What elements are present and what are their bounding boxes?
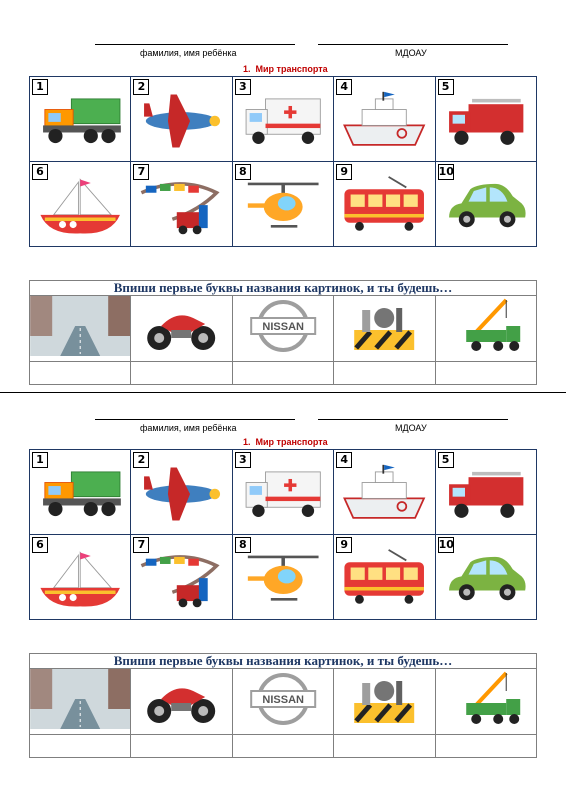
ship-icon xyxy=(340,458,428,530)
card-ambulance xyxy=(232,77,333,162)
card-number: 6 xyxy=(32,164,48,180)
card-helicopter xyxy=(232,162,333,247)
school-label: МДОАУ xyxy=(395,423,427,433)
card-car xyxy=(435,162,536,247)
card-number: 8 xyxy=(235,537,251,553)
answer-cell-2[interactable] xyxy=(131,735,232,758)
helicopter-icon xyxy=(239,170,327,242)
card-airplane xyxy=(131,450,232,535)
card-number: 4 xyxy=(336,452,352,468)
card-number: 7 xyxy=(133,537,149,553)
task-image-motorcycle xyxy=(131,296,232,362)
card-ship xyxy=(334,450,435,535)
motorcycle-icon xyxy=(131,296,231,356)
transport-grid xyxy=(29,76,537,247)
ambulance-icon xyxy=(239,458,327,530)
child-name-label: фамилия, имя ребёнка xyxy=(140,48,237,58)
crane-truck-icon xyxy=(436,669,536,729)
card-dump-truck xyxy=(30,450,131,535)
answer-cell-1[interactable] xyxy=(30,735,131,758)
answer-cell-4[interactable] xyxy=(334,735,435,758)
tram-icon xyxy=(340,170,428,242)
card-sailboat xyxy=(30,162,131,247)
airplane-icon xyxy=(137,85,225,157)
worksheet-bottom xyxy=(0,375,566,765)
card-number: 7 xyxy=(133,164,149,180)
school-label: МДОАУ xyxy=(395,48,427,58)
card-fire-truck xyxy=(435,77,536,162)
card-number: 10 xyxy=(438,165,454,178)
task-table xyxy=(29,280,537,385)
transport-grid xyxy=(29,449,537,620)
card-number: 4 xyxy=(336,79,352,95)
task-image-nissan xyxy=(232,296,333,362)
card-airplane xyxy=(131,77,232,162)
crane-truck-icon xyxy=(436,296,536,356)
card-number: 3 xyxy=(235,79,251,95)
answer-cell-3[interactable] xyxy=(232,735,333,758)
nissan-logo-text: NISSAN xyxy=(262,694,304,706)
worksheet-top xyxy=(0,0,566,390)
card-number: 3 xyxy=(235,452,251,468)
toolbox-icon xyxy=(334,669,434,729)
helicopter-icon xyxy=(239,543,327,615)
card-number: 2 xyxy=(133,79,149,95)
car-icon xyxy=(442,543,530,615)
name-line xyxy=(95,419,295,420)
section-title xyxy=(243,64,328,74)
card-tram xyxy=(334,535,435,620)
card-number: 8 xyxy=(235,164,251,180)
name-line xyxy=(95,44,295,45)
section-number: 1. xyxy=(243,437,251,447)
child-name-label: фамилия, имя ребёнка xyxy=(140,423,237,433)
card-number: 1 xyxy=(32,452,48,468)
section-title-text: Мир транспорта xyxy=(255,437,328,447)
task-image-crane xyxy=(435,669,536,735)
car-icon xyxy=(442,170,530,242)
toy-train-icon xyxy=(137,543,225,615)
card-car xyxy=(435,535,536,620)
street-icon xyxy=(30,296,130,356)
toolbox-icon xyxy=(334,296,434,356)
card-number: 2 xyxy=(133,452,149,468)
fire-truck-icon xyxy=(442,85,530,157)
card-ship xyxy=(334,77,435,162)
motorcycle-icon xyxy=(131,669,231,729)
task-instruction: Впиши первые буквы названия картинок, и ты будешь… xyxy=(30,281,537,296)
card-toy-train xyxy=(131,162,232,247)
school-line xyxy=(318,44,508,45)
tram-icon xyxy=(340,543,428,615)
task-image-street xyxy=(30,669,131,735)
task-image-crane xyxy=(435,296,536,362)
task-image-toolbox xyxy=(334,669,435,735)
card-number: 9 xyxy=(336,164,352,180)
task-image-street xyxy=(30,296,131,362)
nissan-logo-text: NISSAN xyxy=(262,321,304,333)
card-ambulance xyxy=(232,450,333,535)
task-image-motorcycle xyxy=(131,669,232,735)
fire-truck-icon xyxy=(442,458,530,530)
ship-icon xyxy=(340,85,428,157)
toy-train-icon xyxy=(137,170,225,242)
card-number: 5 xyxy=(438,79,454,95)
card-sailboat xyxy=(30,535,131,620)
card-number: 1 xyxy=(32,79,48,95)
task-table xyxy=(29,653,537,758)
ambulance-icon xyxy=(239,85,327,157)
section-title-text: Мир транспорта xyxy=(255,64,328,74)
task-instruction: Впиши первые буквы названия картинок, и ты будешь… xyxy=(30,654,537,669)
nissan-logo-icon xyxy=(233,296,333,356)
card-number: 5 xyxy=(438,452,454,468)
nissan-logo-icon xyxy=(233,669,333,729)
sailboat-icon xyxy=(36,170,124,242)
card-fire-truck xyxy=(435,450,536,535)
card-number: 9 xyxy=(336,537,352,553)
street-icon xyxy=(30,669,130,729)
dump-truck-icon xyxy=(36,458,124,530)
card-toy-train xyxy=(131,535,232,620)
school-line xyxy=(318,419,508,420)
task-image-nissan xyxy=(232,669,333,735)
dump-truck-icon xyxy=(36,85,124,157)
section-number: 1. xyxy=(243,64,251,74)
task-image-toolbox xyxy=(334,296,435,362)
card-number: 6 xyxy=(32,537,48,553)
card-dump-truck xyxy=(30,77,131,162)
section-title xyxy=(243,437,328,447)
card-tram xyxy=(334,162,435,247)
answer-cell-5[interactable] xyxy=(435,735,536,758)
sailboat-icon xyxy=(36,543,124,615)
card-number: 10 xyxy=(438,538,454,551)
airplane-icon xyxy=(137,458,225,530)
card-helicopter xyxy=(232,535,333,620)
